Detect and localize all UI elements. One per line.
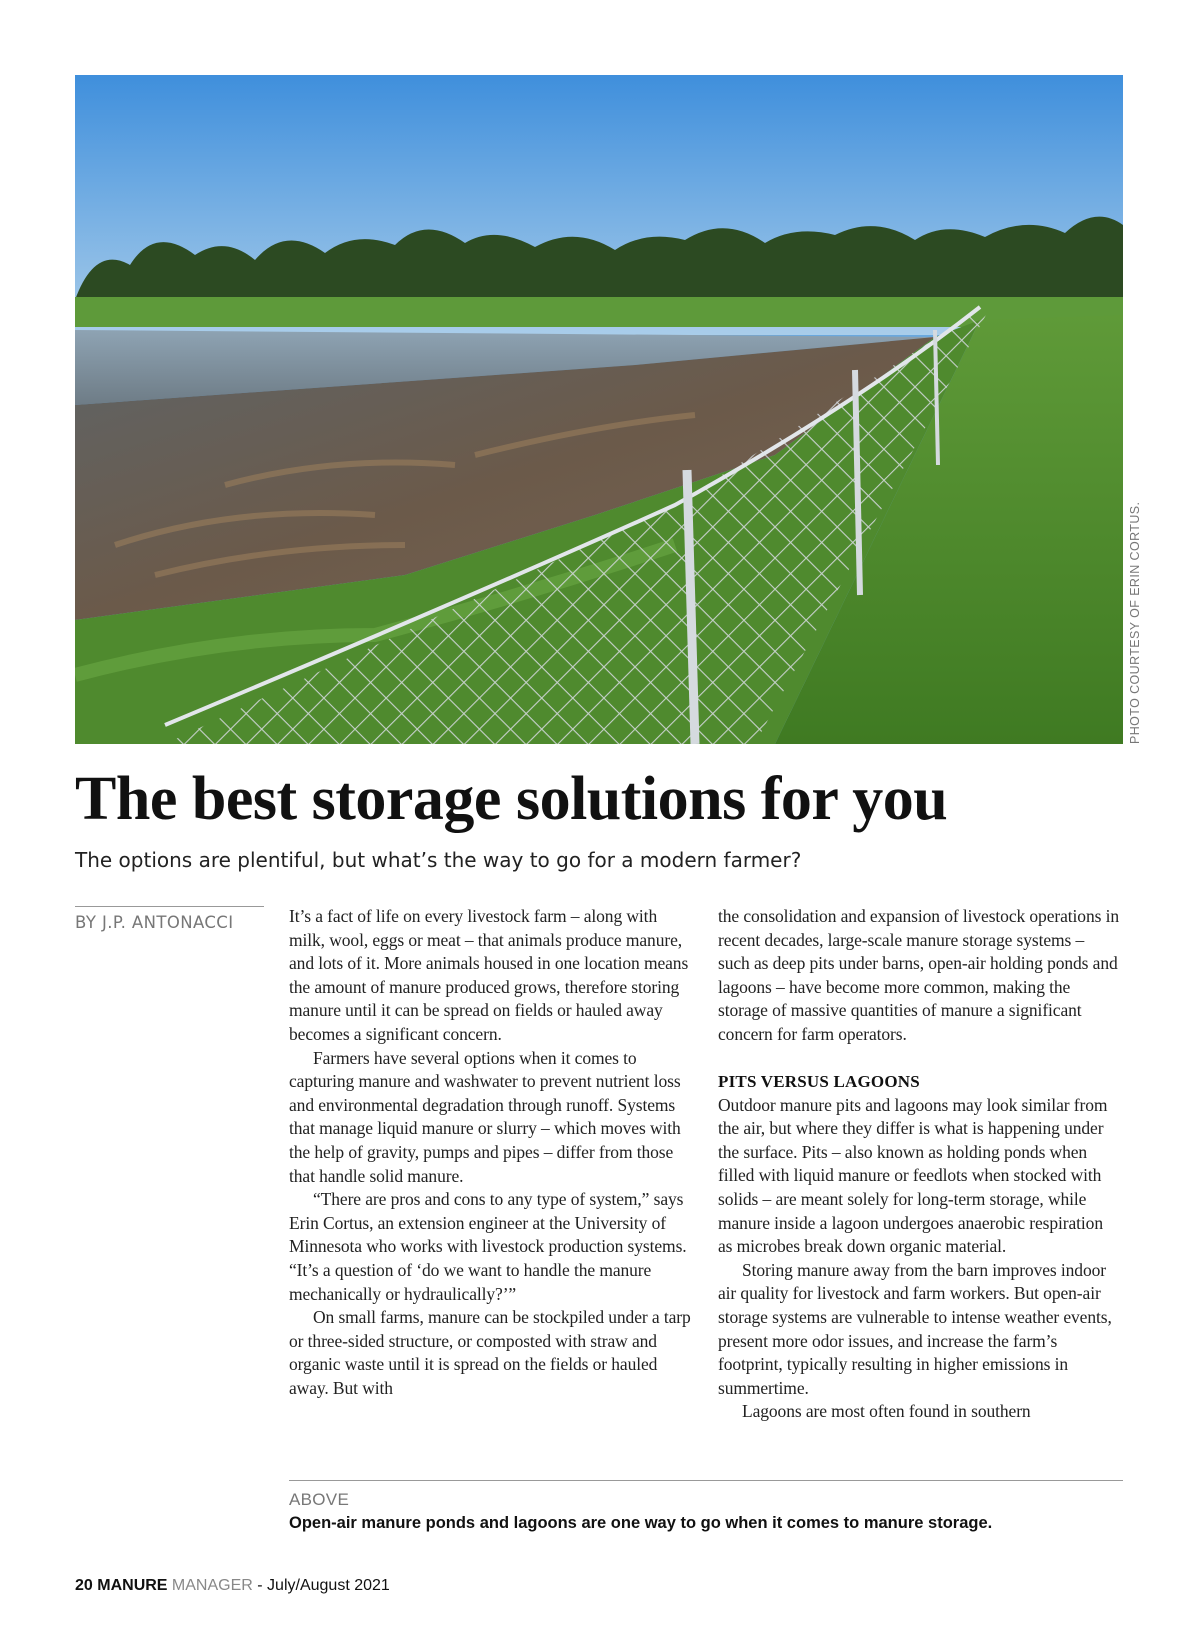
article-column-2 xyxy=(718,905,1120,1424)
paragraph: It’s a fact of life on every livestock farm – along with milk, wool, eggs or meat – that animals produce manure, and lots of it. More animals housed in one location means the amount of manure produced grows, therefore storing manure until it can be spread on fields or hauled away becomes a significant concern. xyxy=(289,906,689,1044)
caption-text: Open-air manure ponds and lagoons are one way to go when it comes to manure storage. xyxy=(289,1514,993,1532)
paragraph: Lagoons are most often found in southern xyxy=(742,1401,1031,1422)
article-deck: The options are plentiful, but what’s the way to go for a modern farmer? xyxy=(75,848,802,872)
paragraph: Storing manure away from the barn improves indoor air quality for livestock and farm workers. But open-air storage systems are vulnerable to intense weather events, present more odor issues, and increase the farm’s footprint, typically resulting in higher emissions in summertime. xyxy=(718,1259,1112,1398)
caption-label: ABOVE xyxy=(289,1490,350,1509)
brand-name-light: MANAGER xyxy=(171,1577,253,1594)
paragraph: On small farms, manure can be stockpiled under a tarp or three-sided structure, or composted with straw and organic waste until it is spread on the fields or hauled away. But with xyxy=(289,1307,691,1398)
paragraph: Outdoor manure pits and lagoons may look similar from the air, but where they differ is what is happening under the surface. Pits – also known as holding ponds when filled with liquid manure or feedlots when stocked with solids – are meant solely for long-term storage, while manure inside a lagoon undergoes anaerobic respiration as microbes break down organic material. xyxy=(718,1094,1108,1257)
lagoon-photo xyxy=(75,75,1123,744)
brand-name-bold: MANURE xyxy=(97,1577,168,1594)
section-subhead: PITS VERSUS LAGOONS xyxy=(718,1071,920,1091)
article-headline: The best storage solutions for you xyxy=(75,765,948,833)
photo-credit: PHOTO COURTESY OF ERIN CORTUS. xyxy=(1128,501,1142,744)
article-column-1 xyxy=(289,905,691,1400)
page-footer xyxy=(75,1577,390,1595)
paragraph: the consolidation and expansion of livestock operations in recent decades, large-scale manure storage systems – such as deep pits under barns, open-air holding ponds and lagoons – have become more common, making the storage of massive quantities of manure a significant concern for farm operators. xyxy=(718,906,1119,1044)
paragraph: “There are pros and cons to any type of system,” says Erin Cortus, an extension engineer at the University of Minnesota who works with livestock production systems. “It’s a question of ‘do we want to handle the manure mechanically or hydraulically?’” xyxy=(289,1189,687,1304)
lagoon-photo-illustration xyxy=(75,75,1123,744)
paragraph: Farmers have several options when it comes to capturing manure and washwater to prevent nutrient loss and environmental degradation through runoff. Systems that manage liquid manure or slurry – which moves with the help of gravity, pumps and pipes – differ from those that handle solid manure. xyxy=(289,1047,681,1186)
caption-divider xyxy=(289,1480,1123,1481)
page-number: 20 xyxy=(75,1577,93,1594)
issue-date: - July/August 2021 xyxy=(257,1577,390,1594)
byline-divider xyxy=(75,906,264,907)
byline: BY J.P. ANTONACCI xyxy=(75,913,234,932)
